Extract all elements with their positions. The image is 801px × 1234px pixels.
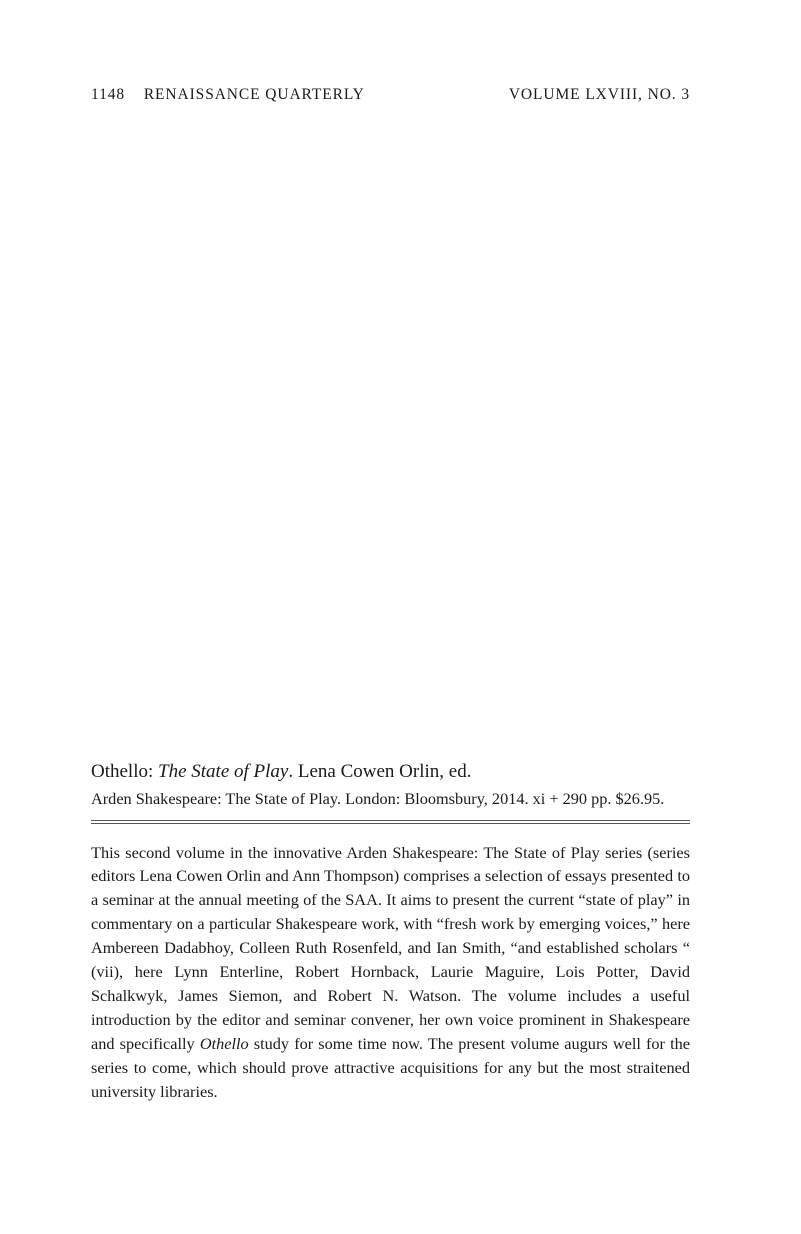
book-title-italic: The State of Play bbox=[158, 761, 289, 782]
book-title bbox=[91, 759, 690, 785]
book-title-editor: . Lena Cowen Orlin, ed. bbox=[288, 761, 472, 782]
double-rule-divider bbox=[91, 820, 690, 824]
review-body bbox=[91, 841, 690, 1104]
review-body-part1: This second volume in the innovative Arden Shakespeare: The State of Play series (series editors Lena Cowen Orlin and Ann Thompson) comprises a selection of essays presented to a seminar at the annual meeting of the SAA. It aims to present the current “state of play” in commentary on a particular Shakespeare work, with “fresh work by emerging voices,” here Ambereen Dadabhoy, Colleen Ruth Rosenfeld, and Ian Smith, “and established scholars “ (vii), here Lynn Enterline, Robert Hornback, Laurie Maguire, Lois Potter, David Schalkwyk, James Siemon, and Robert N. Watson. The volume includes a useful introduction by the editor and seminar convener, her own voice prominent in Shakespeare and specifically bbox=[91, 842, 690, 1054]
journal-title: RENAISSANCE QUARTERLY bbox=[143, 86, 365, 103]
running-head bbox=[91, 84, 690, 106]
publication-info: Arden Shakespeare: The State of Play. London: Bloomsbury, 2014. xi + 290 pp. $26.95. bbox=[91, 789, 665, 808]
book-title-plain: Othello: bbox=[91, 761, 159, 782]
page-number: 1148 bbox=[91, 86, 126, 103]
volume-info: VOLUME LXVIII, NO. 3 bbox=[508, 86, 690, 103]
running-head-left bbox=[91, 84, 365, 106]
book-review bbox=[91, 759, 690, 1104]
review-body-part2: study for some time now. The present volume augurs well for the series to come, which should prove attractive acquisitions for any but the most straitened university libraries. bbox=[91, 1034, 690, 1102]
review-body-italic: Othello bbox=[199, 1034, 249, 1054]
